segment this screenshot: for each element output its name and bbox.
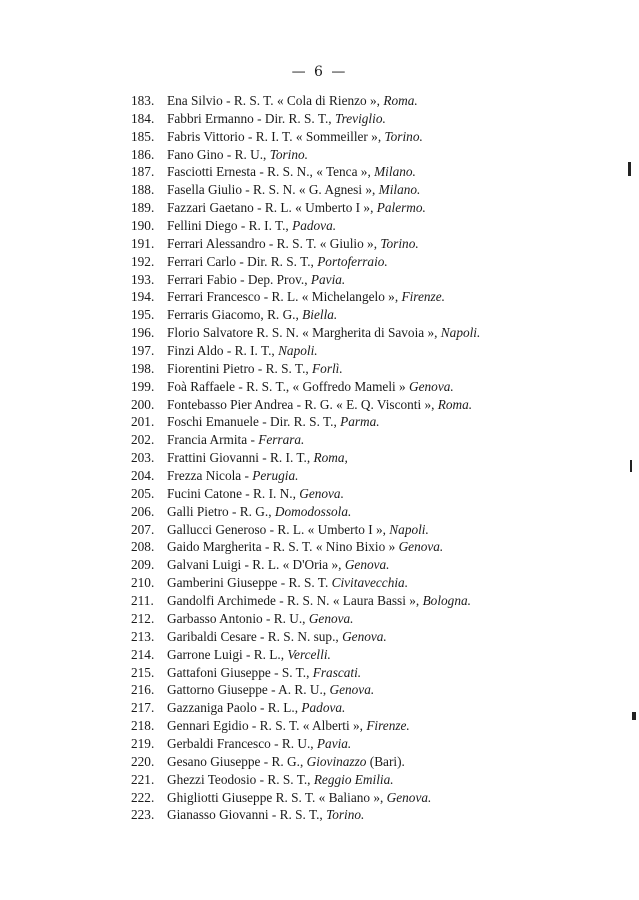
entry-number: 210.	[131, 575, 155, 591]
list-item	[131, 610, 591, 628]
entry-text: Gesano Giuseppe - R. G.,	[167, 753, 307, 769]
scan-speck	[632, 712, 636, 720]
entry-text: Ferrari Fabio - Dep. Prov.,	[167, 271, 311, 287]
list-item	[131, 538, 591, 556]
entry-text: Gamberini Giuseppe - R. S. T.	[167, 575, 332, 591]
entry-number: 184.	[131, 110, 155, 126]
entry-city: Milano.	[378, 182, 421, 198]
entry-text: Fontebasso Pier Andrea - R. G. « E. Q. Visconti »,	[167, 396, 438, 412]
entry-city: Torino.	[326, 807, 365, 823]
list-item	[131, 735, 591, 753]
entry-city: Genova.	[409, 378, 454, 394]
entry-city: Torino.	[380, 235, 419, 251]
entry-city: Frascati.	[312, 664, 362, 680]
entry-number: 185.	[131, 128, 155, 144]
entry-city: Torino.	[269, 146, 309, 162]
list-item	[131, 503, 591, 521]
entry-city: Bologna.	[422, 593, 471, 609]
entry-city: Roma,	[313, 450, 348, 466]
entry-city: Portoferraio.	[317, 253, 388, 269]
list-item	[131, 396, 591, 414]
entry-number: 213.	[131, 628, 155, 644]
list-item	[131, 306, 591, 324]
list-item	[131, 92, 591, 110]
list-item	[131, 217, 591, 235]
entry-city: Roma.	[437, 396, 473, 412]
entry-number: 190.	[131, 218, 155, 234]
entry-city: Genova.	[329, 682, 375, 698]
list-item	[131, 128, 591, 146]
entry-number: 212.	[131, 610, 155, 626]
list-item	[131, 771, 591, 789]
entry-text: Gennari Egidio - R. S. T. « Alberti »,	[167, 718, 367, 734]
entry-number: 191.	[131, 235, 155, 251]
entry-number: 223.	[131, 807, 155, 823]
entry-text: Gaido Margherita - R. S. T. « Nino Bixio »	[167, 539, 399, 555]
entry-city: Giovinazzo	[306, 753, 367, 769]
entry-city: Perugia.	[252, 468, 299, 484]
entry-number: 198.	[131, 360, 155, 376]
entry-city: Domodossola.	[274, 503, 352, 519]
scan-speck	[628, 162, 631, 176]
list-item	[131, 181, 591, 199]
entry-city: Forlì.	[312, 360, 343, 376]
list-item	[131, 413, 591, 431]
list-item	[131, 110, 591, 128]
entry-text: Fabris Vittorio - R. I. T. « Sommeiller »,	[167, 128, 385, 144]
entry-text: Garbasso Antonio - R. U.,	[167, 610, 309, 626]
entry-city: Vercelli.	[287, 646, 331, 662]
entry-text: Galvani Luigi - R. L. « D'Oria »,	[167, 557, 345, 573]
entry-city: Pavia.	[316, 735, 352, 751]
entry-city: Torino.	[384, 128, 423, 144]
entry-suffix: (Bari).	[366, 753, 405, 769]
entry-number: 214.	[131, 646, 155, 662]
entry-city: Firenze.	[401, 289, 445, 305]
entry-city: Reggio Emilia.	[313, 771, 394, 787]
entry-city: Ferrara.	[258, 432, 305, 448]
entry-text: Ghezzi Teodosio - R. S. T.,	[167, 771, 314, 787]
entry-text: Gianasso Giovanni - R. S. T.,	[167, 807, 327, 823]
entry-text: Fellini Diego - R. I. T.,	[167, 218, 293, 234]
entry-text: Fabbri Ermanno - Dir. R. S. T.,	[167, 110, 335, 126]
entry-text: Frezza Nicola -	[167, 468, 253, 484]
list-item	[131, 699, 591, 717]
entry-text: Ghigliotti Giuseppe R. S. T. « Baliano »,	[167, 789, 387, 805]
entry-number: 207.	[131, 521, 155, 537]
list-item	[131, 235, 591, 253]
entry-text: Florio Salvatore R. S. N. « Margherita di Savoia »,	[167, 325, 441, 341]
entry-text: Ferraris Giacomo, R. G.,	[167, 307, 303, 323]
list-item	[131, 324, 591, 342]
entry-text: Foschi Emanuele - Dir. R. S. T.,	[167, 414, 341, 430]
entry-city: Roma.	[383, 93, 418, 108]
entry-list	[131, 92, 591, 824]
list-item	[131, 628, 591, 646]
entry-text: Fiorentini Pietro - R. S. T.,	[167, 360, 313, 376]
list-item	[131, 681, 591, 699]
entry-text: Fazzari Gaetano - R. L. « Umberto I »,	[167, 200, 377, 216]
entry-number: 195.	[131, 307, 155, 323]
list-item	[131, 664, 591, 682]
entry-city: Palermo.	[376, 200, 426, 216]
entry-text: Gandolfi Archimede - R. S. N. « Laura Bassi »,	[167, 593, 423, 609]
entry-number: 218.	[131, 718, 155, 734]
list-item	[131, 378, 591, 396]
entry-text: Gattorno Giuseppe - A. R. U.,	[167, 682, 330, 698]
entry-number: 221.	[131, 771, 155, 787]
list-item	[131, 146, 591, 164]
entry-city: Genova.	[386, 789, 432, 805]
list-item	[131, 342, 591, 360]
entry-city: Treviglio.	[334, 110, 386, 126]
entry-number: 196.	[131, 325, 155, 341]
entry-city: Padova.	[292, 218, 337, 234]
entry-number: 202.	[131, 432, 155, 448]
entry-number: 194.	[131, 289, 155, 305]
list-item	[131, 485, 591, 503]
entry-number: 217.	[131, 700, 155, 716]
list-item	[131, 271, 591, 289]
list-item	[131, 753, 591, 771]
entry-text: Gazzaniga Paolo - R. L.,	[167, 700, 302, 716]
entry-text: Galli Pietro - R. G.,	[167, 503, 275, 519]
list-item	[131, 253, 591, 271]
entry-number: 183.	[131, 93, 155, 108]
entry-text: Finzi Aldo - R. I. T.,	[167, 343, 279, 359]
list-item	[131, 163, 591, 181]
entry-number: 216.	[131, 682, 155, 698]
entry-text: Fasciotti Ernesta - R. S. N., « Tenca »,	[167, 164, 375, 180]
list-item	[131, 574, 591, 592]
entry-text: Gallucci Generoso - R. L. « Umberto I »,	[167, 521, 390, 537]
list-item	[131, 521, 591, 539]
entry-number: 215.	[131, 664, 155, 680]
list-item	[131, 449, 591, 467]
list-item	[131, 789, 591, 807]
entry-number: 205.	[131, 485, 155, 501]
entry-city: Genova.	[308, 610, 354, 626]
entry-text: Fasella Giulio - R. S. N. « G. Agnesi »,	[167, 182, 379, 198]
entry-number: 188.	[131, 182, 155, 198]
entry-city: Genova.	[299, 485, 344, 501]
entry-number: 201.	[131, 414, 155, 430]
entry-number: 208.	[131, 539, 155, 555]
entry-number: 222.	[131, 789, 155, 805]
entry-text: Frattini Giovanni - R. I. T.,	[167, 450, 314, 466]
entry-text: Gattafoni Giuseppe - S. T.,	[167, 664, 313, 680]
list-item	[131, 360, 591, 378]
entry-number: 186.	[131, 146, 155, 162]
entry-number: 206.	[131, 503, 155, 519]
entry-city: Napoli.	[440, 325, 481, 341]
entry-city: Milano.	[374, 164, 416, 180]
entry-city: Padova.	[301, 700, 346, 716]
entry-text: Ena Silvio - R. S. T. « Cola di Rienzo »,	[167, 93, 384, 108]
entry-text: Garrone Luigi - R. L.,	[167, 646, 288, 662]
list-item	[131, 288, 591, 306]
entry-city: Firenze.	[366, 718, 410, 734]
list-item	[131, 717, 591, 735]
entry-text: Francia Armita -	[167, 432, 259, 448]
entry-number: 219.	[131, 735, 155, 751]
entry-number: 203.	[131, 450, 155, 466]
list-item	[131, 592, 591, 610]
entry-text: Gerbaldi Francesco - R. U.,	[167, 735, 317, 751]
entry-number: 197.	[131, 343, 155, 359]
entry-number: 211.	[131, 593, 154, 609]
entry-number: 187.	[131, 164, 155, 180]
entry-text: Garibaldi Cesare - R. S. N. sup.,	[167, 628, 343, 644]
entry-text: Fucini Catone - R. I. N.,	[167, 485, 300, 501]
entry-number: 220.	[131, 753, 155, 769]
entry-number: 200.	[131, 396, 155, 412]
entry-city: Napoli.	[278, 343, 318, 359]
entry-number: 209.	[131, 557, 155, 573]
entry-text: Ferrari Francesco - R. L. « Michelangelo »,	[167, 289, 402, 305]
entry-number: 189.	[131, 200, 155, 216]
entry-city: Genova.	[398, 539, 444, 555]
entry-city: Pavia.	[310, 271, 346, 287]
entry-city: Civitavecchia.	[331, 575, 409, 591]
entry-city: Parma.	[340, 414, 380, 430]
entry-text: Ferrari Alessandro - R. S. T. « Giulio »,	[167, 235, 381, 251]
list-item	[131, 467, 591, 485]
page-number: — 6 —	[291, 64, 348, 80]
entry-number: 193.	[131, 271, 155, 287]
list-item	[131, 646, 591, 664]
entry-text: Fano Gino - R. U.,	[167, 146, 270, 162]
entry-number: 192.	[131, 253, 155, 269]
list-item	[131, 431, 591, 449]
entry-city: Napoli.	[389, 521, 429, 537]
entry-number: 204.	[131, 468, 155, 484]
entry-text: Foà Raffaele - R. S. T., « Goffredo Mameli »	[167, 378, 410, 394]
entry-city: Genova.	[342, 628, 387, 644]
entry-text: Ferrari Carlo - Dir. R. S. T.,	[167, 253, 318, 269]
entry-number: 199.	[131, 378, 155, 394]
list-item	[131, 556, 591, 574]
list-item	[131, 199, 591, 217]
list-item	[131, 806, 591, 824]
entry-city: Biella.	[302, 307, 338, 323]
entry-city: Genova.	[344, 557, 390, 573]
scan-speck	[630, 460, 632, 472]
